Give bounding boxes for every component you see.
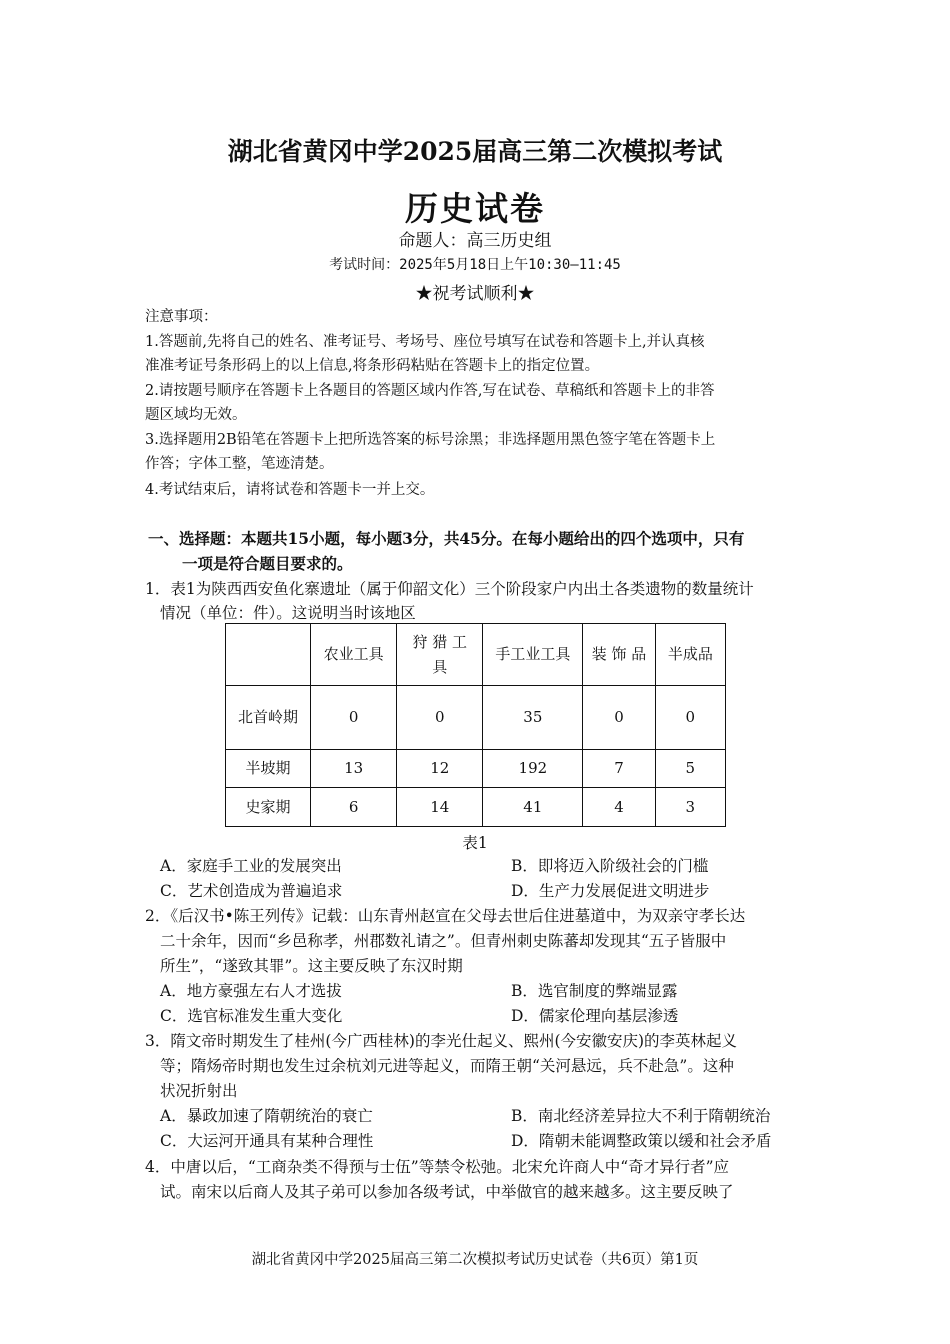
table-cell: 0 <box>655 686 725 750</box>
option-c: C．大运河开通具有某种合理性 <box>160 1132 374 1150</box>
option-b: B．选官制度的弊端显露 <box>511 982 678 1000</box>
notes-line: 4.考试结束后，请将试卷和答题卡一并上交。 <box>145 482 435 498</box>
question-2-text: 2．《后汉书•陈王列传》记载：山东青州赵宣在父母去世后住进墓道中，为双亲守孝长达 <box>145 907 746 925</box>
table-cell: 5 <box>655 750 725 788</box>
table-cell: 0 <box>583 686 655 750</box>
table-header-cell: 狩 猎 工 具 <box>397 624 483 686</box>
notes-heading: 注意事项： <box>145 309 218 325</box>
table-row <box>226 750 726 788</box>
question-4-text: 4．中唐以后，“工商杂类不得预与士伍”等禁令松弛。北宋允许商人中“奇才异行者”应 <box>145 1158 730 1176</box>
question-4-text: 试。南宋以后商人及其子弟可以参加各级考试，中举做官的越来越多。这主要反映了 <box>160 1183 734 1201</box>
table-cell: 12 <box>397 750 483 788</box>
table-header-cell <box>226 624 311 686</box>
table-cell: 3 <box>655 788 725 827</box>
table-row <box>226 686 726 750</box>
table-cell: 北首岭期 <box>226 686 311 750</box>
table-cell: 6 <box>311 788 397 827</box>
table-cell: 4 <box>583 788 655 827</box>
option-c: C．选官标准发生重大变化 <box>160 1007 343 1025</box>
option-b: B．即将迈入阶级社会的门槛 <box>511 857 709 875</box>
data-table <box>225 623 726 827</box>
table-cell: 0 <box>397 686 483 750</box>
question-2-text: 所生”，“遂致其罪”。这主要反映了东汉时期 <box>160 957 463 975</box>
option-b: B．南北经济差异拉大不利于隋朝统治 <box>511 1107 771 1125</box>
good-luck-line: ★祝考试顺利★ <box>415 284 535 304</box>
exam-time: 考试时间：2025年5月18日上午10:30—11:45 <box>329 257 621 273</box>
table-header-cell: 半成品 <box>655 624 725 686</box>
table-cell: 35 <box>483 686 583 750</box>
notes-line: 作答；字体工整，笔迹清楚。 <box>145 456 334 472</box>
notes-line: 准准考证号条形码上的以上信息,将条形码粘贴在答题卡上的指定位置。 <box>145 358 600 374</box>
table-cell: 史家期 <box>226 788 311 827</box>
table-caption: 表1 <box>462 834 488 852</box>
question-1-text: 情况（单位：件）。这说明当时该地区 <box>160 604 416 622</box>
table-header-cell: 农业工具 <box>311 624 397 686</box>
table-cell: 0 <box>311 686 397 750</box>
table-cell: 半坡期 <box>226 750 311 788</box>
table-header-cell: 装 饰 品 <box>583 624 655 686</box>
option-d: D．儒家伦理向基层渗透 <box>511 1007 679 1025</box>
notes-line: 3.选择题用2B铅笔在答题卡上把所选答案的标号涂黑；非选择题用黑色签字笔在答题卡上 <box>145 432 716 448</box>
option-a: A．地方豪强左右人才选拔 <box>160 982 342 1000</box>
table-cell: 41 <box>483 788 583 827</box>
author-line: 命题人：高三历史组 <box>398 231 552 251</box>
option-c: C．艺术创造成为普遍追求 <box>160 882 343 900</box>
section-heading: 一、选择题：本题共15小题，每小题3分，共45分。在每小题给出的四个选项中，只有 <box>148 529 745 548</box>
question-3-text: 状况折射出 <box>160 1082 238 1100</box>
option-d: D．生产力发展促进文明进步 <box>511 882 710 900</box>
table-header-row <box>226 624 726 686</box>
section-heading-cont: 一项是符合题目要求的。 <box>182 554 353 573</box>
notes-line: 1.答题前,先将自己的姓名、准考证号、考场号、座位号填写在试卷和答题卡上,并认真核 <box>145 334 705 350</box>
option-d: D．隋朝未能调整政策以缓和社会矛盾 <box>511 1132 772 1150</box>
notes-line: 题区域均无效。 <box>145 407 247 423</box>
table-cell: 14 <box>397 788 483 827</box>
subject-title: 历史试卷 <box>405 189 545 228</box>
table-row <box>226 788 726 827</box>
option-a: A．暴政加速了隋朝统治的衰亡 <box>160 1107 373 1125</box>
table-cell: 7 <box>583 750 655 788</box>
exam-title: 湖北省黄冈中学2025届高三第二次模拟考试 <box>227 137 723 166</box>
question-1-text: 1．表1为陕西西安鱼化寨遗址（属于仰韶文化）三个阶段家户内出土各类遗物的数量统计 <box>145 580 754 598</box>
table-header-cell: 手工业工具 <box>483 624 583 686</box>
notes-line: 2.请按题号顺序在答题卡上各题目的答题区域内作答,写在试卷、草稿纸和答题卡上的非答 <box>145 383 715 399</box>
option-a: A．家庭手工业的发展突出 <box>160 857 342 875</box>
page-footer: 湖北省黄冈中学2025届高三第二次模拟考试历史试卷（共6页）第1页 <box>251 1252 699 1268</box>
question-3-text: 3．隋文帝时期发生了桂州(今广西桂林)的李光仕起义、熙州(今安徽安庆)的李英林起义 <box>145 1032 738 1050</box>
question-2-text: 二十余年，因而“乡邑称孝，州郡数礼请之”。但青州刺史陈蕃却发现其“五子皆服中 <box>160 932 727 950</box>
table-cell: 192 <box>483 750 583 788</box>
table-cell: 13 <box>311 750 397 788</box>
question-3-text: 等；隋炀帝时期也发生过余杭刘元进等起义，而隋王朝“关河悬远，兵不赴急”。这种 <box>160 1057 734 1075</box>
